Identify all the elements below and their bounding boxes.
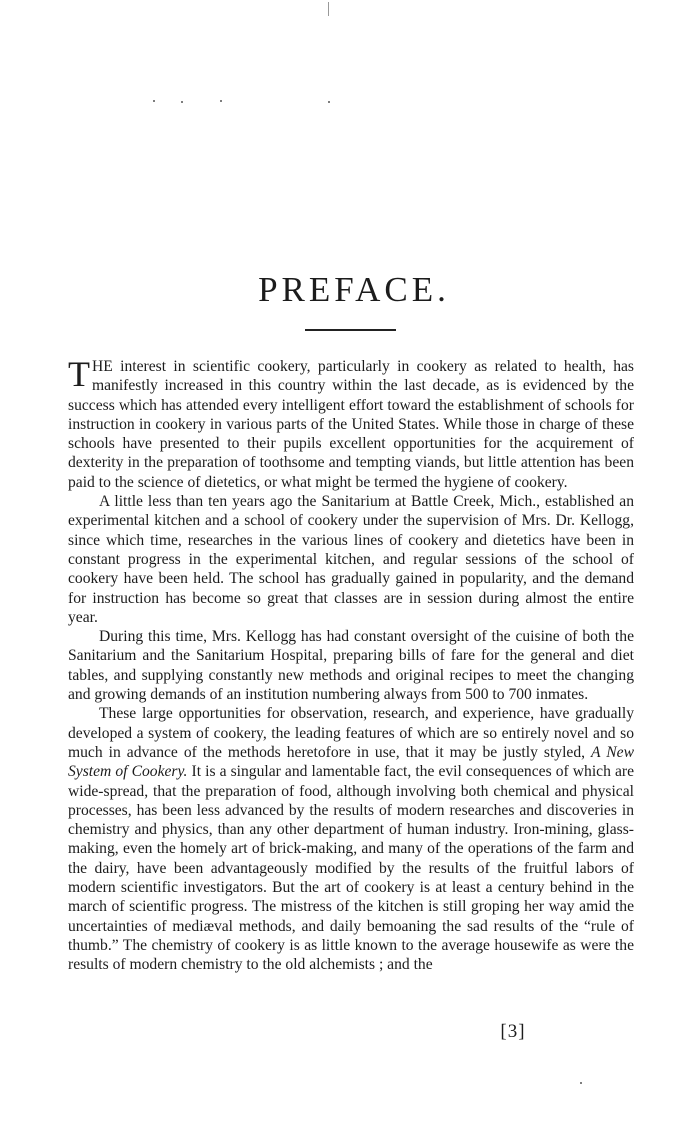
print-speck	[328, 2, 329, 16]
paragraph	[68, 704, 634, 974]
print-speck	[580, 1082, 582, 1084]
print-speck	[181, 101, 183, 103]
page-number: [3]	[500, 1021, 526, 1042]
book-title: A New System of Cookery.	[68, 743, 634, 781]
page-title: PREFACE.	[258, 270, 450, 309]
preface-body	[68, 354, 635, 975]
paragraph	[68, 354, 634, 492]
paragraph-text: It is a singular and lamentable fact, the evil consequences of which are wide-spread, that the preparation of food, although involving both chemical and physical processes, has been less advanced by the results of modern researches and discoveries in chemistry and physics, than any other department of human industry. Iron-mining, glass-making, even the homely art of brick-making, and many of the operations of the farm and the dairy, have been advantageously modified by the results of the fruitful labors of modern scientific investigators. But the art of cookery is at least a century behind in the march of scientific progress. The mistress of the kitchen is still groping her way amid the uncertainties of mediæval methods, and daily bemoaning the sad results of the “rule of thumb.” The chemistry of cookery is as little known to the average housewife as were the results of modern chemistry to the old alchemists ; and the	[68, 763, 635, 974]
drop-cap: T	[68, 354, 90, 394]
print-speck	[328, 101, 330, 103]
print-speck	[220, 100, 222, 102]
paragraph-text: HE interest in scientific cookery, particularly in cookery as related to health, has manifestly increased in this country within the last decade, as is evidenced by the success which has attended every intelligent effort toward the establishment of schools for instruction in cookery in various parts of the United States. While those in charge of these schools have presented to their pupils excellent opportunities for the acquirement of dexterity in the preparation of toothsome and tempting viands, but little attention has been paid to the science of dietetics, or what might be termed the hygiene of cookery.	[68, 358, 634, 491]
paragraph-text: These large opportunities for observation, research, and experience, have gradually developed a system of cookery, the leading features of which are so entirely novel and so much in advance of the methods heretofore in use, that it may be justly styled,	[68, 705, 634, 761]
paragraph: During this time, Mrs. Kellogg has had constant oversight of the cuisine of both the Sanitarium and the Sanitarium Hospital, preparing bills of fare for the general and diet tables, and supplying constantly new methods and original recipes to meet the changing and growing demands of an institution numbering always from 500 to 700 inmates.	[68, 628, 634, 704]
paragraph: A little less than ten years ago the Sanitarium at Battle Creek, Mich., established an experimental kitchen and a school of cookery under the supervision of Mrs. Dr. Kellogg, since which time, researches in the various lines of cookery and dietetics have been in constant progress in the experimental kitchen, and regular sessions of the school of cookery have been held. The school has gradually gained in popularity, and the demand for instruction has become so great that classes are in session during almost the entire year.	[68, 493, 634, 626]
print-speck	[153, 100, 155, 102]
title-divider	[305, 329, 396, 331]
